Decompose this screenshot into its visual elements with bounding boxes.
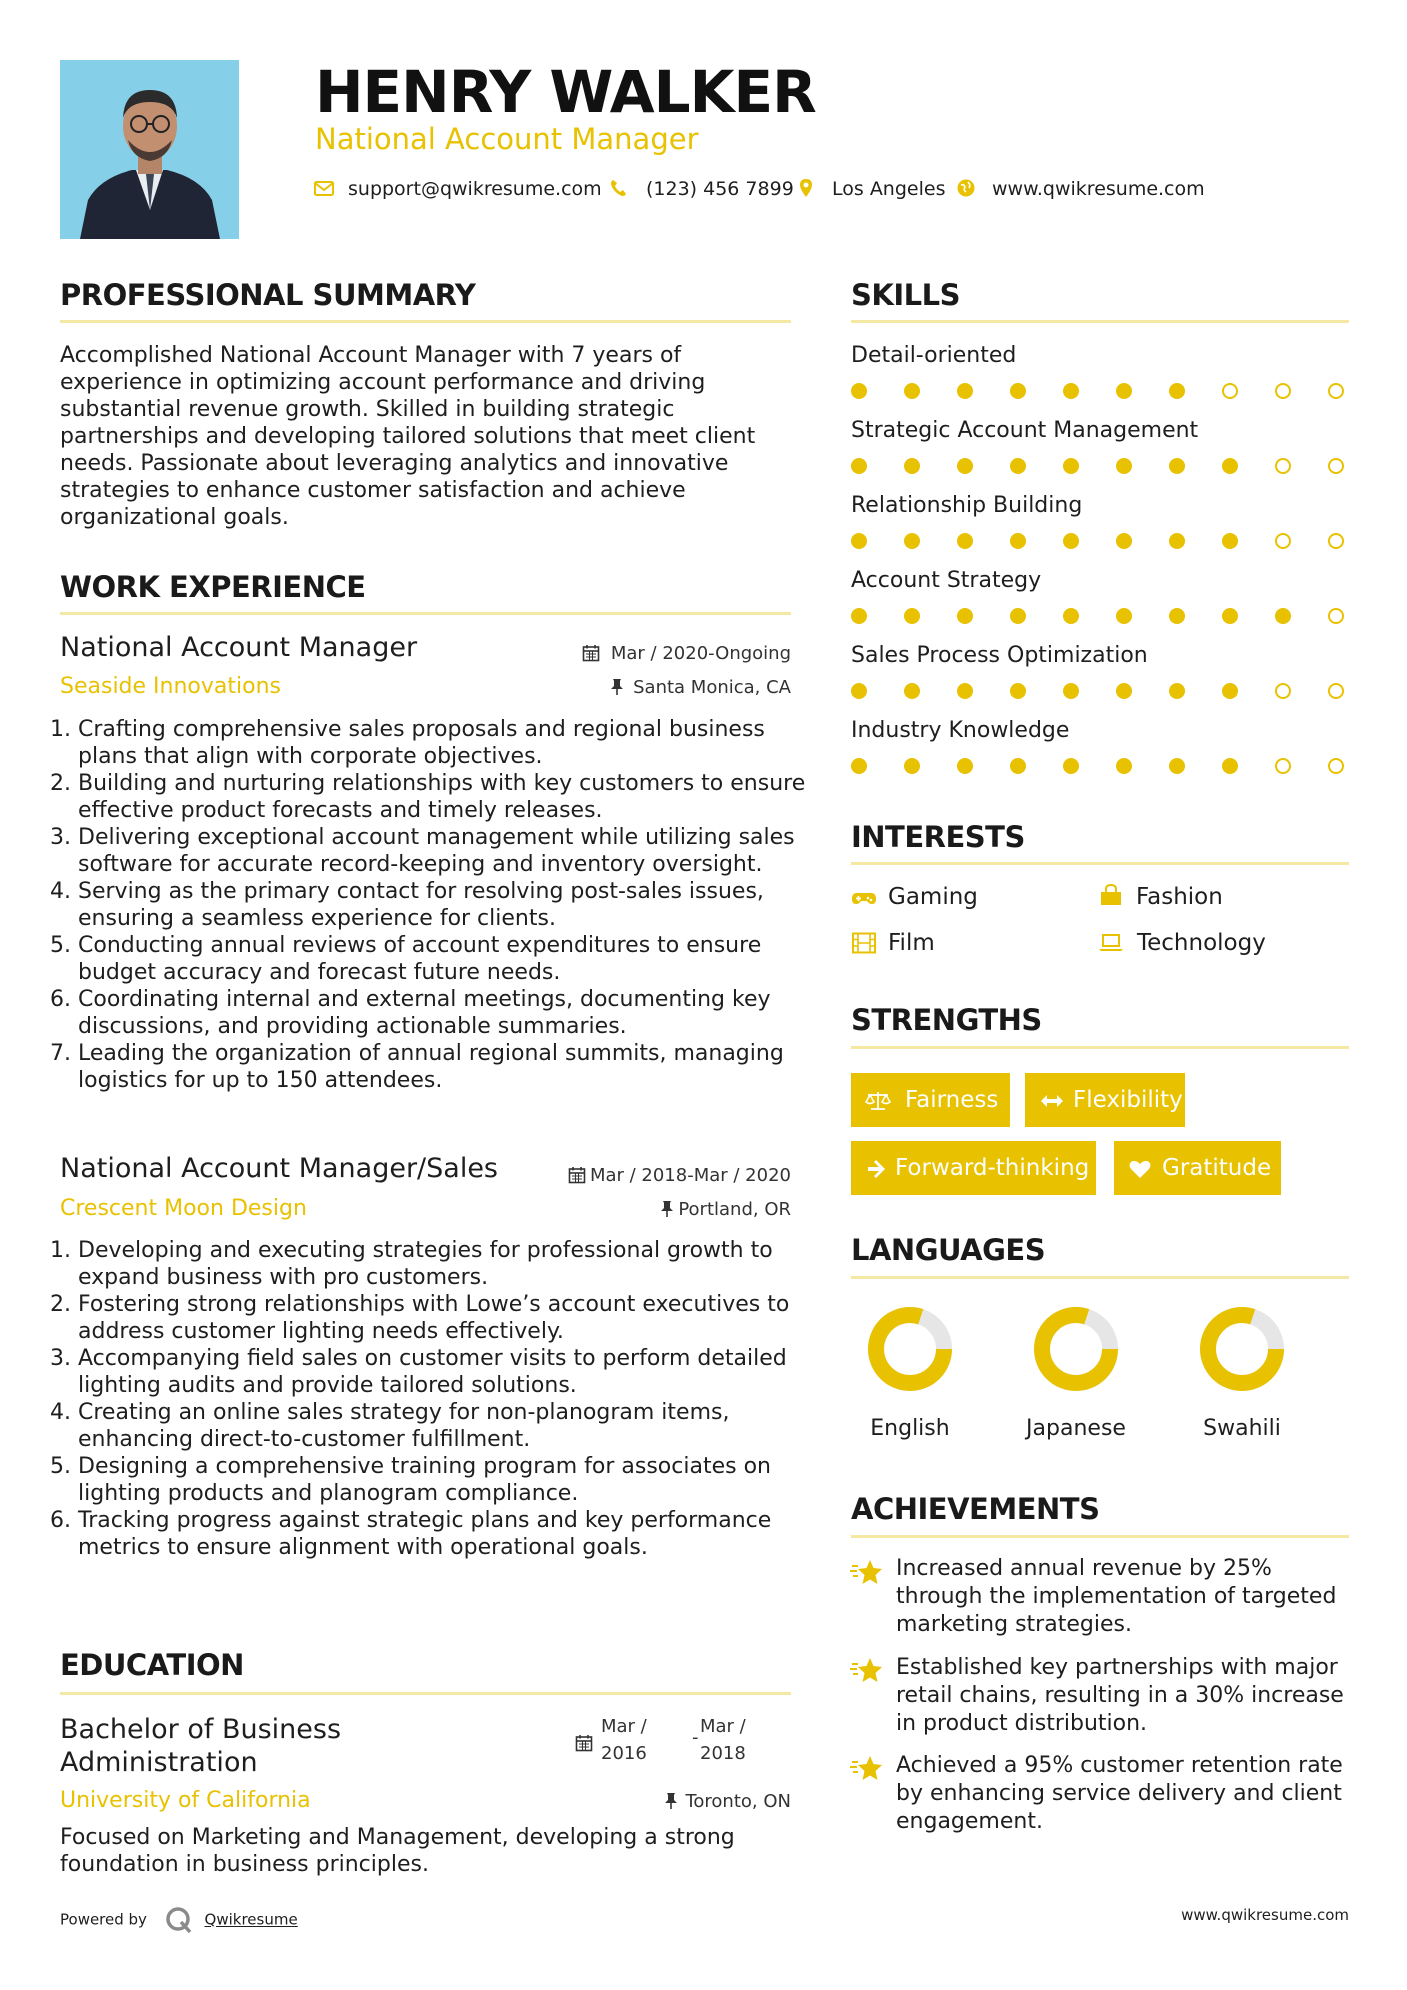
skill-dot-filled xyxy=(957,533,973,549)
list-item: 1. Crafting comprehensive sales proposals and regional business plans that align with corporate objectives. xyxy=(78,716,818,770)
skill-dot-filled xyxy=(1010,683,1026,699)
star-icon xyxy=(850,1754,884,1784)
skill-dot-empty xyxy=(1328,608,1344,624)
skill-rating xyxy=(851,755,1351,777)
skill-dot-filled xyxy=(851,533,867,549)
heart-icon xyxy=(1128,1158,1152,1180)
list-item: 7. Leading the organization of annual regional summits, managing logistics for up to 150 attendees. xyxy=(78,1040,818,1094)
skill-dot-filled xyxy=(1116,608,1132,624)
education-divider xyxy=(60,1692,791,1695)
skill-label: Detail-oriented xyxy=(851,343,1017,368)
contact-website[interactable]: www.qwikresume.com xyxy=(992,178,1205,200)
skill-dot-filled xyxy=(851,383,867,399)
gamepad-icon xyxy=(851,887,877,909)
person-portrait-icon xyxy=(60,60,239,239)
strength-tag xyxy=(1025,1073,1185,1127)
skill-dot-empty xyxy=(1275,458,1291,474)
achievement-text: Achieved a 95% customer retention rate by enhancing service delivery and client engagement. xyxy=(896,1753,1343,1834)
skill-dot-filled xyxy=(957,608,973,624)
list-item: 6. Tracking progress against strategic plans and key performance metrics to ensure alignment with operational goals. xyxy=(78,1507,818,1561)
edu-end-month: Mar / xyxy=(700,1716,746,1737)
skill-dot-filled xyxy=(1010,533,1026,549)
candidate-title: National Account Manager xyxy=(315,122,699,156)
contact-phone[interactable]: (123) 456 7899 xyxy=(646,178,794,200)
skill-rating xyxy=(851,380,1351,402)
degree-line-2: Administration xyxy=(60,1747,258,1778)
achievement-text: Established key partnerships with major retail chains, resulting in a 30% increase in product distribution. xyxy=(896,1655,1344,1736)
degree-line-1: Bachelor of Business xyxy=(60,1714,342,1745)
skill-dot-filled xyxy=(1063,608,1079,624)
star-icon xyxy=(850,1558,884,1588)
skill-dot-empty xyxy=(1275,683,1291,699)
interest-label: Gaming xyxy=(888,884,978,910)
skill-dot-filled xyxy=(1010,458,1026,474)
language-label: Swahili xyxy=(1203,1416,1281,1441)
powered-by-label: Powered by xyxy=(60,1910,147,1929)
skill-dot-filled xyxy=(957,458,973,474)
skill-dot-empty xyxy=(1328,683,1344,699)
strength-label: Fairness xyxy=(905,1087,999,1113)
skill-dot-filled xyxy=(851,683,867,699)
skill-dot-filled xyxy=(851,608,867,624)
skill-dot-empty xyxy=(1328,533,1344,549)
summary-divider xyxy=(60,320,791,323)
skills-divider xyxy=(851,320,1349,323)
brand-link[interactable]: Qwikresume xyxy=(204,1910,298,1929)
skill-dot-empty xyxy=(1328,383,1344,399)
skill-dot-filled xyxy=(851,758,867,774)
language-proficiency-ring xyxy=(1031,1304,1121,1394)
interests-divider xyxy=(851,862,1349,865)
list-item: 2. Fostering strong relationships with Lowe’s account executives to address customer lighting needs effectively. xyxy=(78,1291,818,1345)
edu-start-year: 2016 xyxy=(601,1743,647,1764)
languages-heading: LANGUAGES xyxy=(851,1233,1046,1267)
skill-dot-filled xyxy=(1010,383,1026,399)
strength-label: Forward-thinking xyxy=(895,1155,1090,1181)
experience-heading: WORK EXPERIENCE xyxy=(60,570,366,604)
skill-dot-empty xyxy=(1275,383,1291,399)
skill-dot-filled xyxy=(904,458,920,474)
calendar-icon xyxy=(575,1734,593,1752)
envelope-icon xyxy=(313,177,335,199)
skill-rating xyxy=(851,530,1351,552)
skill-dot-filled xyxy=(1169,758,1185,774)
pushpin-icon xyxy=(660,1200,674,1218)
footer-powered-by xyxy=(60,1905,298,1935)
skill-dot-filled xyxy=(1222,683,1238,699)
skill-rating xyxy=(851,455,1351,477)
skill-dot-empty xyxy=(1222,383,1238,399)
skill-dot-empty xyxy=(1328,758,1344,774)
list-item: 3. Delivering exceptional account management while utilizing sales software for accurate record-keeping and inventory oversight. xyxy=(78,824,818,878)
skill-dot-filled xyxy=(1222,533,1238,549)
job-dates: Mar / 2018-Mar / 2020 xyxy=(589,1165,791,1186)
list-item: 2. Building and nurturing relationships with key customers to ensure effective product forecasts and timely releases. xyxy=(78,770,818,824)
edu-end-year: 2018 xyxy=(700,1743,746,1764)
interests-heading: INTERESTS xyxy=(851,820,1025,854)
contact-location: Los Angeles xyxy=(832,178,946,200)
calendar-icon xyxy=(568,1166,586,1184)
footer-website[interactable]: www.qwikresume.com xyxy=(1181,1906,1349,1924)
skill-label: Account Strategy xyxy=(851,568,1042,593)
map-marker-icon xyxy=(795,177,817,199)
arrows-horizontal-icon xyxy=(1039,1090,1065,1112)
star-icon xyxy=(850,1656,884,1686)
shopping-bag-icon xyxy=(1098,884,1124,906)
experience-divider xyxy=(60,612,791,615)
skill-dot-filled xyxy=(1275,608,1291,624)
strength-label: Gratitude xyxy=(1162,1155,1272,1181)
list-item: 4. Serving as the primary contact for resolving post-sales issues, ensuring a seamless experience for clients. xyxy=(78,878,818,932)
qwikresume-logo-icon xyxy=(164,1905,194,1935)
pushpin-icon xyxy=(610,678,624,696)
edu-date-separator-dash: - xyxy=(692,1727,699,1748)
strengths-heading: STRENGTHS xyxy=(851,1003,1042,1037)
achievements-divider xyxy=(851,1535,1349,1538)
school-name: University of California xyxy=(60,1788,311,1813)
language-proficiency-ring xyxy=(1197,1304,1287,1394)
skill-dot-filled xyxy=(1222,608,1238,624)
film-icon xyxy=(851,932,877,954)
skill-dot-filled xyxy=(1116,383,1132,399)
language-proficiency-ring xyxy=(865,1304,955,1394)
interest-label: Film xyxy=(888,930,935,956)
skill-dot-filled xyxy=(1169,383,1185,399)
interest-label: Technology xyxy=(1137,930,1266,956)
balance-scale-icon xyxy=(865,1090,891,1112)
pushpin-icon xyxy=(664,1792,678,1810)
skill-label: Industry Knowledge xyxy=(851,718,1070,743)
skill-dot-filled xyxy=(1063,758,1079,774)
skill-rating xyxy=(851,605,1351,627)
skill-dot-empty xyxy=(1328,458,1344,474)
list-item: 3. Accompanying field sales on customer visits to perform detailed lighting audits and provide tailored solutions. xyxy=(78,1345,818,1399)
skill-rating xyxy=(851,680,1351,702)
strength-tag xyxy=(851,1073,1010,1127)
achievements-heading: ACHIEVEMENTS xyxy=(851,1492,1100,1526)
job-title: National Account Manager xyxy=(60,632,418,663)
language-label: Japanese xyxy=(1026,1416,1126,1441)
strength-tag xyxy=(1114,1141,1281,1195)
job-location: Portland, OR xyxy=(678,1199,791,1220)
edu-start-month: Mar / xyxy=(601,1716,647,1737)
education-description: Focused on Marketing and Management, developing a strong foundation in business principles. xyxy=(60,1825,735,1877)
job-location: Santa Monica, CA xyxy=(633,677,791,698)
achievement-text: Increased annual revenue by 25% through the implementation of targeted marketing strategies. xyxy=(896,1556,1337,1637)
skill-dot-filled xyxy=(957,758,973,774)
job-duties-list xyxy=(52,716,818,1094)
list-item: 1. Developing and executing strategies for professional growth to expand business with pro customers. xyxy=(78,1237,818,1291)
strengths-divider xyxy=(851,1046,1349,1049)
skill-dot-empty xyxy=(1275,533,1291,549)
skill-dot-filled xyxy=(1222,458,1238,474)
skill-dot-filled xyxy=(1222,758,1238,774)
globe-icon xyxy=(955,177,977,199)
list-item: 4. Creating an online sales strategy for non-planogram items, enhancing direct-to-customer fulfillment. xyxy=(78,1399,818,1453)
list-item: 5. Conducting annual reviews of account expenditures to ensure budget accuracy and forecast future needs. xyxy=(78,932,818,986)
skill-dot-filled xyxy=(904,533,920,549)
skill-dot-filled xyxy=(957,683,973,699)
skill-dot-filled xyxy=(1063,383,1079,399)
skill-label: Relationship Building xyxy=(851,493,1083,518)
skill-dot-filled xyxy=(904,383,920,399)
education-heading: EDUCATION xyxy=(60,1648,244,1682)
job-company: Seaside Innovations xyxy=(60,674,281,699)
phone-icon xyxy=(608,177,630,199)
skill-label: Strategic Account Management xyxy=(851,418,1199,443)
laptop-icon xyxy=(1098,932,1124,954)
skill-dot-filled xyxy=(1063,683,1079,699)
skill-dot-filled xyxy=(1169,683,1185,699)
summary-text: Accomplished National Account Manager with 7 years of experience in optimizing account performance and driving substantial revenue growth. Skilled in building strategic partnerships and developing tailored solutions that meet client needs. Passionate about leveraging analytics and innovative strategies to enhance customer satisfaction and achieve organizational goals. xyxy=(60,343,756,530)
skill-dot-filled xyxy=(1063,458,1079,474)
strength-tag xyxy=(851,1141,1096,1195)
skill-dot-empty xyxy=(1275,758,1291,774)
skill-dot-filled xyxy=(1116,458,1132,474)
skill-dot-filled xyxy=(1010,608,1026,624)
languages-divider xyxy=(851,1276,1349,1279)
skills-heading: SKILLS xyxy=(851,278,960,312)
skill-dot-filled xyxy=(851,458,867,474)
job-title: National Account Manager/Sales xyxy=(60,1153,498,1184)
job-company: Crescent Moon Design xyxy=(60,1196,307,1221)
skill-dot-filled xyxy=(904,758,920,774)
job-dates: Mar / 2020-Ongoing xyxy=(610,643,791,664)
skill-dot-filled xyxy=(957,383,973,399)
skill-dot-filled xyxy=(1010,758,1026,774)
profile-photo xyxy=(60,60,239,239)
skill-dot-filled xyxy=(1116,758,1132,774)
skill-dot-filled xyxy=(1169,533,1185,549)
skill-dot-filled xyxy=(1063,533,1079,549)
strength-label: Flexibility xyxy=(1073,1087,1183,1113)
contact-email[interactable]: support@qwikresume.com xyxy=(348,178,602,200)
skill-dot-filled xyxy=(904,608,920,624)
calendar-icon xyxy=(582,644,600,662)
school-location: Toronto, ON xyxy=(685,1791,791,1812)
job-duties-list xyxy=(52,1237,818,1561)
skill-label: Sales Process Optimization xyxy=(851,643,1148,668)
skill-dot-filled xyxy=(1116,683,1132,699)
skill-dot-filled xyxy=(1169,458,1185,474)
arrow-right-icon xyxy=(865,1158,889,1180)
language-label: English xyxy=(870,1416,950,1441)
interest-label: Fashion xyxy=(1136,884,1223,910)
list-item: 5. Designing a comprehensive training program for associates on lighting products and planogram compliance. xyxy=(78,1453,818,1507)
summary-heading: PROFESSIONAL SUMMARY xyxy=(60,278,476,312)
skill-dot-filled xyxy=(904,683,920,699)
list-item: 6. Coordinating internal and external meetings, documenting key discussions, and providing actionable summaries. xyxy=(78,986,818,1040)
skill-dot-filled xyxy=(1169,608,1185,624)
skill-dot-filled xyxy=(1116,533,1132,549)
candidate-name: HENRY WALKER xyxy=(315,58,816,126)
